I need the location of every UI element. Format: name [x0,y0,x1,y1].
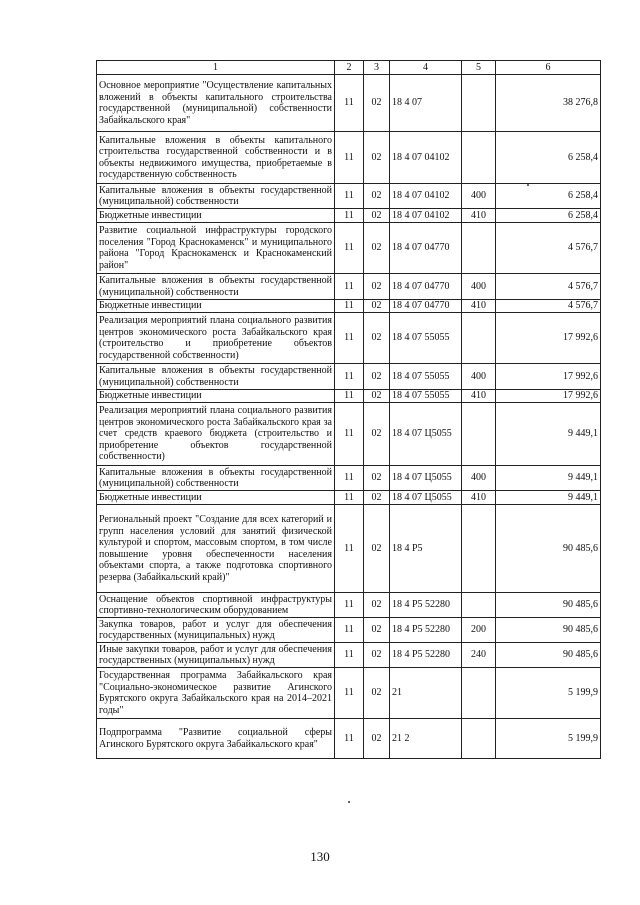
row-target-code: 18 4 07 04102 [390,209,462,223]
table-row [97,300,601,313]
row-name: Реализация мероприятий плана социального развития центров экономического роста Забайкальского края за счет средств краевого бюджета (строительство и приобретение объектов государственной собственности) [97,403,335,466]
row-target-code: 21 [390,668,462,719]
table-row [97,403,601,466]
row-section: 11 [335,274,364,300]
row-expense-type: 200 [462,618,496,643]
row-amount: 4 576,7 [496,223,601,274]
row-name: Закупка товаров, работ и услуг для обеспечения государственных (муниципальных) нужд [97,618,335,643]
table-row [97,132,601,184]
row-target-code: 18 4 07 Ц5055 [390,491,462,505]
row-subsection: 02 [364,719,390,759]
row-name: Основное мероприятие "Осуществление капитальных вложений в объекты капитального строительства государственной (муниципальной) собственности Забайкальского края" [97,75,335,132]
row-subsection: 02 [364,491,390,505]
row-amount: 6 258,4 [496,209,601,223]
row-amount: 9 449,1 [496,403,601,466]
row-expense-type [462,668,496,719]
row-subsection: 02 [364,364,390,390]
table-row [97,364,601,390]
row-expense-type [462,593,496,618]
row-subsection: 02 [364,403,390,466]
row-amount: 90 485,6 [496,505,601,593]
row-subsection: 02 [364,668,390,719]
row-subsection: 02 [364,593,390,618]
row-amount: 38 276,8 [496,75,601,132]
row-name: Государственная программа Забайкальского края "Социально-экономическое развитие Агинского Бурятского округа Забайкальского края на 2014–2021 годы" [97,668,335,719]
row-amount: 5 199,9 [496,719,601,759]
row-subsection: 02 [364,300,390,313]
row-expense-type [462,223,496,274]
row-subsection: 02 [364,313,390,364]
row-name: Иные закупки товаров, работ и услуг для обеспечения государственных (муниципальных) нужд [97,643,335,668]
row-amount: 6 258,4 [496,132,601,184]
row-subsection: 02 [364,209,390,223]
row-expense-type: 400 [462,364,496,390]
row-subsection: 02 [364,75,390,132]
row-name: Подпрограмма "Развитие социальной сферы Агинского Бурятского округа Забайкальского края" [97,719,335,759]
table-row [97,313,601,364]
row-name: Бюджетные инвестиции [97,390,335,403]
row-section: 11 [335,300,364,313]
row-expense-type: 400 [462,466,496,491]
row-subsection: 02 [364,223,390,274]
row-target-code: 18 4 07 55055 [390,390,462,403]
row-section: 11 [335,223,364,274]
table-row [97,209,601,223]
row-subsection: 02 [364,618,390,643]
row-section: 11 [335,593,364,618]
row-section: 11 [335,505,364,593]
header-col-4: 4 [390,61,462,75]
row-target-code: 18 4 07 Ц5055 [390,466,462,491]
row-amount: 90 485,6 [496,643,601,668]
header-col-6: 6 [496,61,601,75]
row-subsection: 02 [364,184,390,209]
row-target-code: 18 4 07 55055 [390,364,462,390]
row-section: 11 [335,466,364,491]
row-section: 11 [335,719,364,759]
table-row [97,390,601,403]
row-amount: 6 258,4 [496,184,601,209]
scan-speck [348,801,350,803]
row-section: 11 [335,209,364,223]
row-subsection: 02 [364,505,390,593]
row-section: 11 [335,132,364,184]
row-section: 11 [335,618,364,643]
row-target-code: 18 4 P5 52280 [390,593,462,618]
row-name: Региональный проект "Создание для всех категорий и групп населения условий для занятий физической культурой и спортом, массовым спортом, в том числе повышение уровня обеспеченности населения объектами спорта, а также подготовка спортивного резерва (Забайкальский край)" [97,505,335,593]
row-section: 11 [335,364,364,390]
row-amount: 17 992,6 [496,313,601,364]
row-expense-type: 240 [462,643,496,668]
row-amount: 17 992,6 [496,390,601,403]
row-target-code: 18 4 07 04102 [390,184,462,209]
row-section: 11 [335,184,364,209]
row-subsection: 02 [364,643,390,668]
row-target-code: 18 4 07 04770 [390,223,462,274]
row-target-code: 18 4 P5 [390,505,462,593]
row-section: 11 [335,75,364,132]
row-name: Оснащение объектов спортивной инфраструктуры спортивно-технологическим оборудованием [97,593,335,618]
row-subsection: 02 [364,132,390,184]
table-row [97,593,601,618]
row-subsection: 02 [364,274,390,300]
row-name: Бюджетные инвестиции [97,491,335,505]
row-expense-type [462,132,496,184]
row-name: Капитальные вложения в объекты государственной (муниципальной) собственности [97,364,335,390]
row-target-code: 18 4 07 [390,75,462,132]
row-amount: 90 485,6 [496,593,601,618]
table-row [97,274,601,300]
row-target-code: 18 4 07 04770 [390,300,462,313]
row-target-code: 18 4 07 Ц5055 [390,403,462,466]
header-col-5: 5 [462,61,496,75]
row-target-code: 18 4 07 04770 [390,274,462,300]
row-expense-type [462,719,496,759]
header-col-1: 1 [97,61,335,75]
budget-table [96,60,601,759]
row-expense-type [462,75,496,132]
table-header-row [97,61,601,75]
row-subsection: 02 [364,466,390,491]
row-amount: 4 576,7 [496,274,601,300]
row-section: 11 [335,668,364,719]
row-target-code: 18 4 07 04102 [390,132,462,184]
row-name: Развитие социальной инфраструктуры городского поселения "Город Краснокаменск" и муниципального района "Город Краснокаменск и Краснокаменский район" [97,223,335,274]
row-section: 11 [335,313,364,364]
row-expense-type: 410 [462,209,496,223]
table-row [97,491,601,505]
table-row [97,618,601,643]
row-section: 11 [335,403,364,466]
row-expense-type [462,505,496,593]
table-row [97,643,601,668]
row-subsection: 02 [364,390,390,403]
page-number: 130 [310,849,330,864]
row-name: Капитальные вложения в объекты капитального строительства государственной собственности и в объекты недвижимого имущества, приобретаемые в государственную собственность [97,132,335,184]
table-row [97,668,601,719]
row-amount: 9 449,1 [496,466,601,491]
table-row [97,184,601,209]
row-expense-type: 410 [462,390,496,403]
row-section: 11 [335,390,364,403]
row-name: Бюджетные инвестиции [97,300,335,313]
row-amount: 90 485,6 [496,618,601,643]
table-row [97,505,601,593]
row-amount: 9 449,1 [496,491,601,505]
row-expense-type: 400 [462,274,496,300]
row-section: 11 [335,643,364,668]
row-target-code: 18 4 P5 52280 [390,618,462,643]
row-amount: 17 992,6 [496,364,601,390]
row-expense-type: 410 [462,300,496,313]
row-target-code: 18 4 07 55055 [390,313,462,364]
table-row [97,223,601,274]
row-name: Капитальные вложения в объекты государственной (муниципальной) собственности [97,466,335,491]
row-expense-type [462,313,496,364]
table-row [97,466,601,491]
header-col-3: 3 [364,61,390,75]
scan-speck [527,184,529,186]
table-body [97,75,601,759]
header-col-2: 2 [335,61,364,75]
row-name: Бюджетные инвестиции [97,209,335,223]
row-expense-type: 410 [462,491,496,505]
row-name: Капитальные вложения в объекты государственной (муниципальной) собственности [97,274,335,300]
row-target-code: 18 4 P5 52280 [390,643,462,668]
row-name: Капитальные вложения в объекты государственной (муниципальной) собственности [97,184,335,209]
row-name: Реализация мероприятий плана социального развития центров экономического роста Забайкальского края (строительство и приобретение объектов государственной собственности) [97,313,335,364]
row-amount: 5 199,9 [496,668,601,719]
row-expense-type: 400 [462,184,496,209]
row-amount: 4 576,7 [496,300,601,313]
row-target-code: 21 2 [390,719,462,759]
table-row [97,719,601,759]
table-row [97,75,601,132]
row-section: 11 [335,491,364,505]
row-expense-type [462,403,496,466]
